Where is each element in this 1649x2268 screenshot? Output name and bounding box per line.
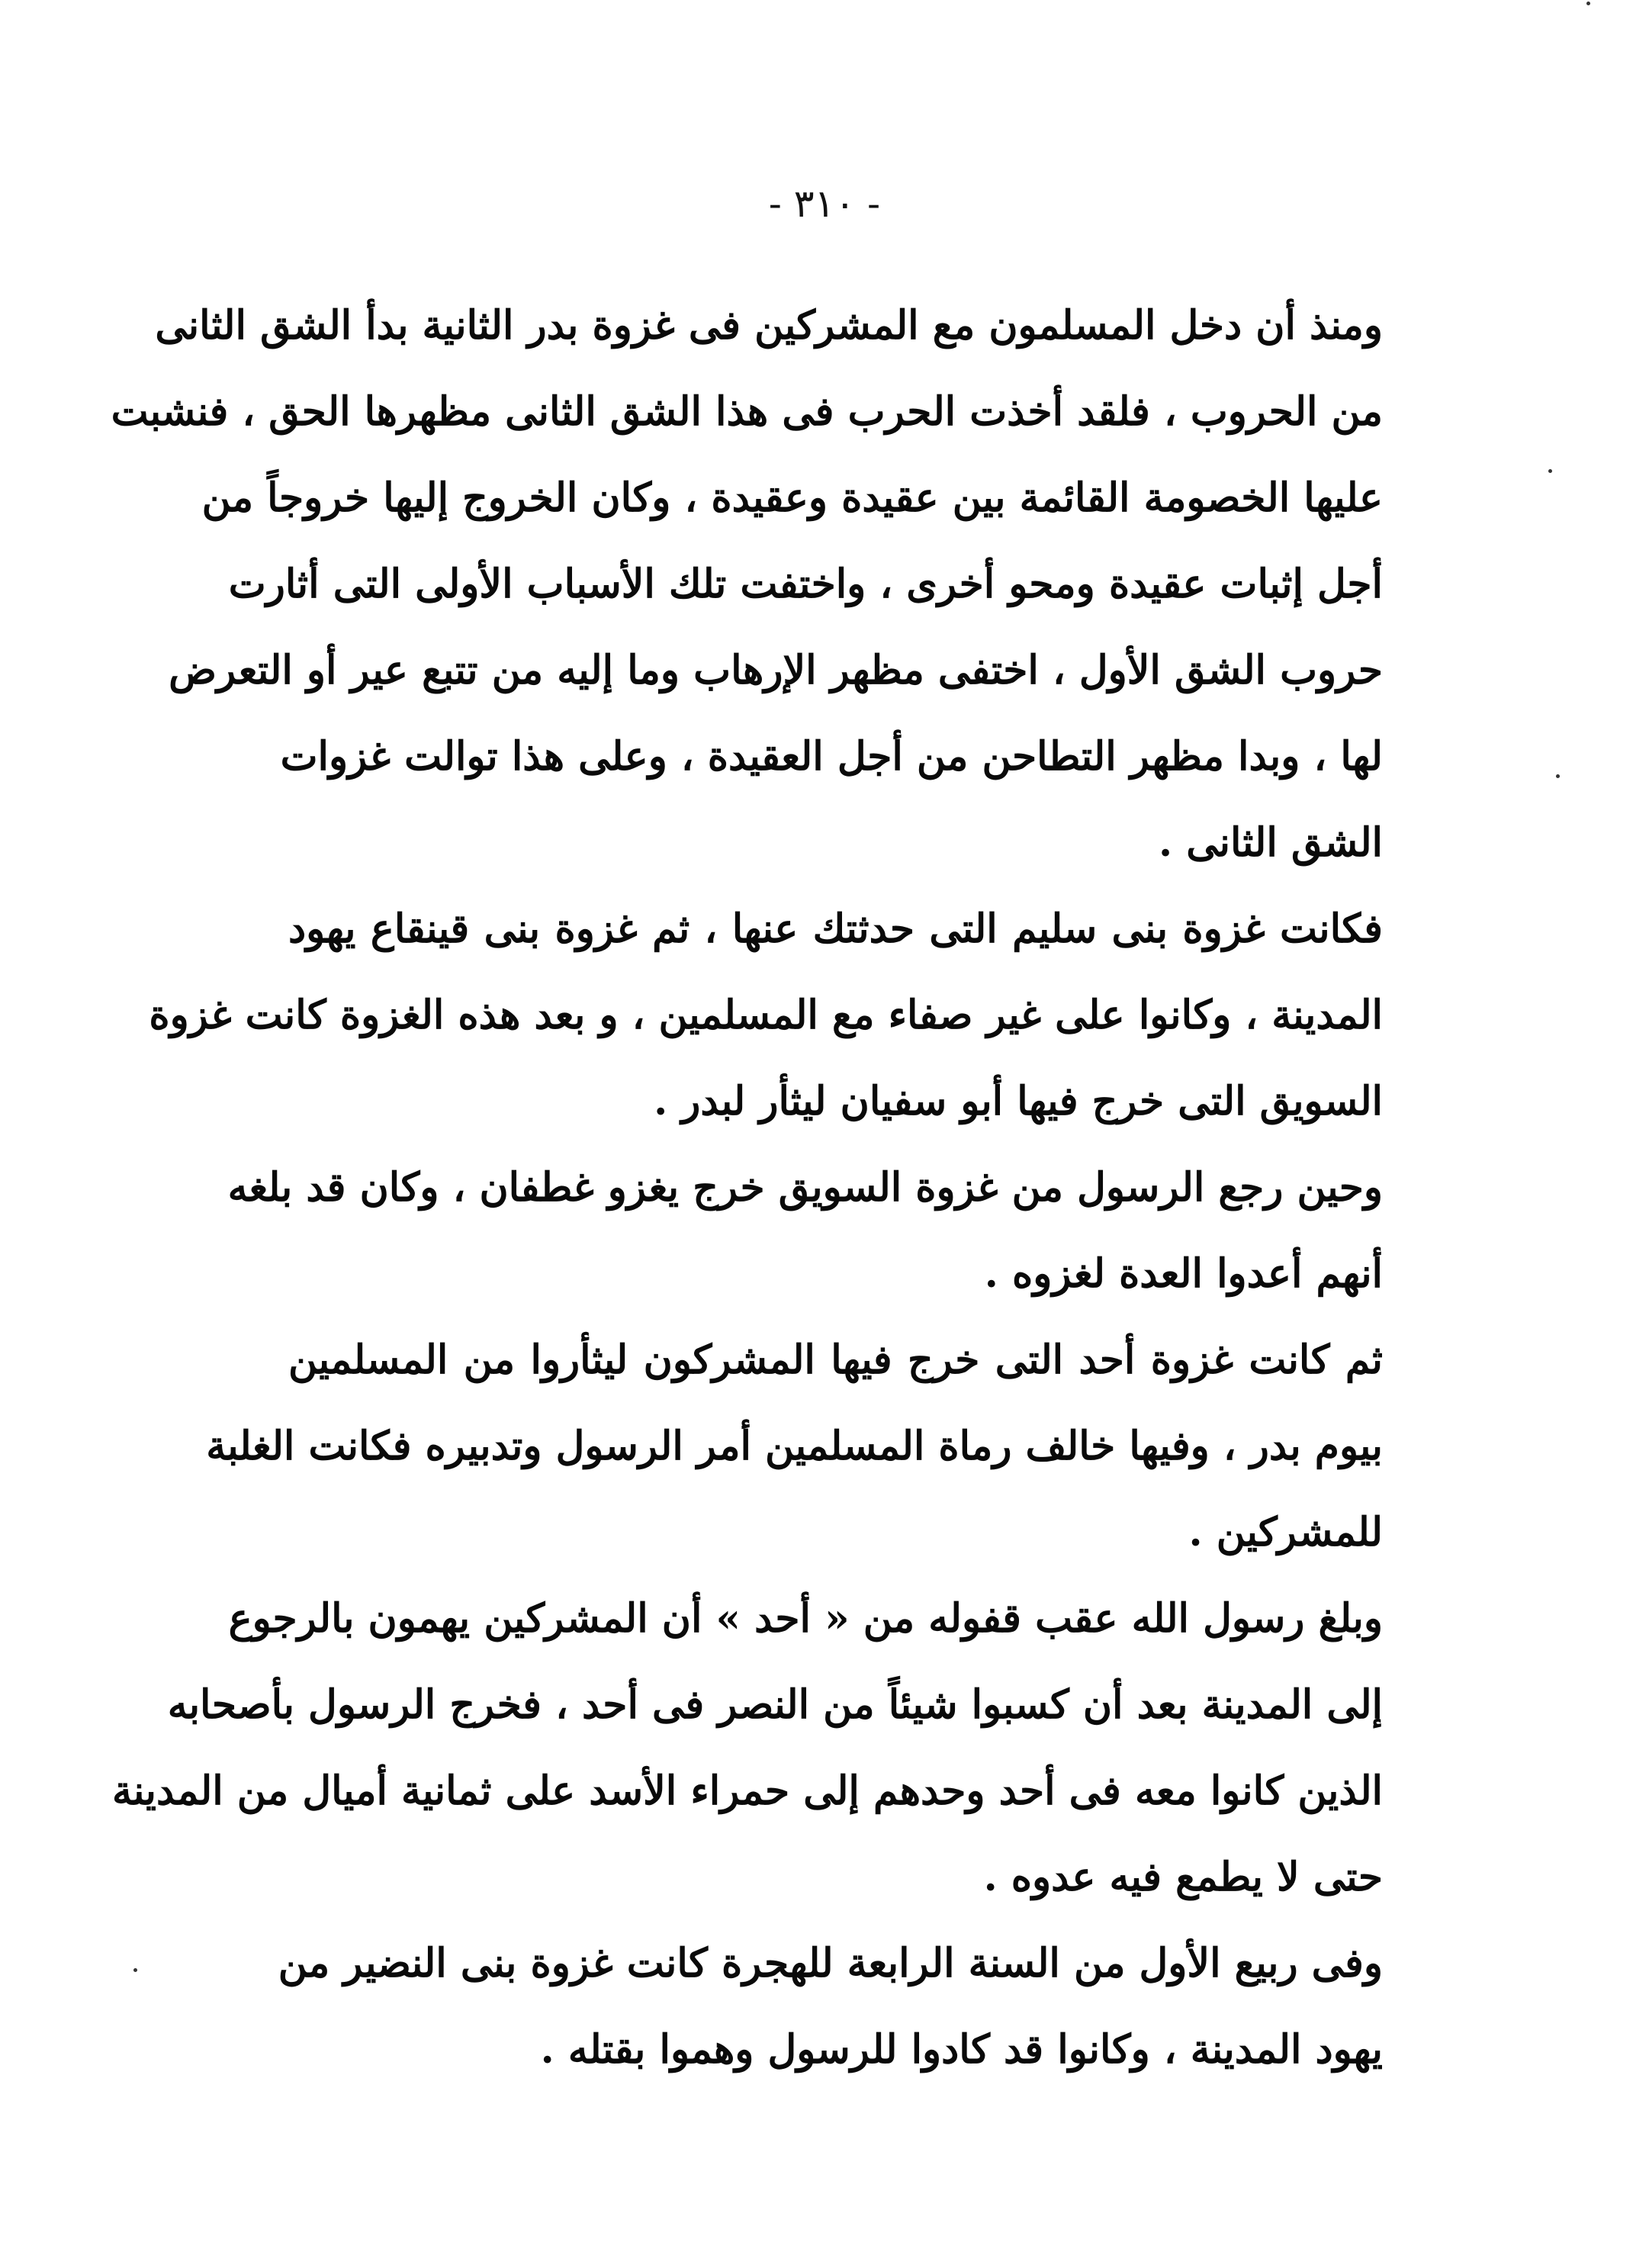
paragraph-5: [111, 1575, 1383, 1920]
text-line: أجل إثبات عقيدة ومحو أخرى ، واختفت تلك الأسباب الأولى التى أثارت: [228, 561, 1383, 607]
text-line: إلى المدينة بعد أن كسبوا شيئاً من النصر فى أحد ، فخرج الرسول بأصحابه: [167, 1681, 1383, 1728]
text-line: المدينة ، وكانوا على غير صفاء مع المسلمين ، و بعد هذه الغزوة كانت غزوة: [149, 992, 1383, 1038]
text-line: السويق التى خرج فيها أبو سفيان ليثأر لبدر .: [654, 1078, 1383, 1124]
body-text: [111, 282, 1383, 2093]
text-line: ثم كانت غزوة أحد التى خرج فيها المشركون ليثأروا من المسلمين: [288, 1337, 1383, 1383]
text-line: من الحروب ، فلقد أخذت الحرب فى هذا الشق الثانى مظهرها الحق ، فنشبت: [111, 388, 1383, 435]
text-line: فكانت غزوة بنى سليم التى حدثتك عنها ، ثم غزوة بنى قينقاع يهود: [288, 906, 1383, 952]
scan-speck: [1586, 2, 1590, 5]
text-line: حتى لا يطمع فيه عدوه .: [983, 1854, 1383, 1900]
page-number: - ٣١٠ -: [768, 182, 881, 226]
text-line: يهود المدينة ، وكانوا قد كادوا للرسول وهموا بقتله .: [540, 2026, 1383, 2073]
text-line: وفى ربيع الأول من السنة الرابعة للهجرة كانت غزوة بنى النضير من: [278, 1940, 1383, 1987]
paragraph-3: [227, 1144, 1383, 1317]
paragraph-6: [278, 1920, 1383, 2093]
text-line: ومنذ أن دخل المسلمون مع المشركين فى غزوة بدر الثانية بدأ الشق الثانى: [155, 302, 1383, 349]
text-line: لها ، وبدا مظهر التطاحن من أجل العقيدة ، وعلى هذا توالت غزوات: [280, 733, 1383, 780]
paragraph-2: [149, 886, 1383, 1144]
text-line: حروب الشق الأول ، اختفى مظهر الإرهاب وما إليه من تتبع عير أو التعرض: [169, 647, 1383, 693]
text-line: الذين كانوا معه فى أحد وحدهم إلى حمراء الأسد على ثمانية أميال من المدينة: [111, 1768, 1383, 1814]
text-line: الشق الثانى .: [1159, 819, 1383, 866]
text-line: بيوم بدر ، وفيها خالف رماة المسلمين أمر الرسول وتدبيره فكانت الغلبة: [206, 1423, 1383, 1469]
paragraph-4: [206, 1317, 1383, 1575]
text-line: وحين رجع الرسول من غزوة السويق خرج يغزو غطفان ، وكان قد بلغه: [227, 1164, 1383, 1211]
scan-speck: [1548, 469, 1552, 473]
text-line: عليها الخصومة القائمة بين عقيدة وعقيدة ، وكان الخروج إليها خروجاً من: [201, 475, 1383, 521]
text-line: وبلغ رسول الله عقب قفوله من « أحد » أن المشركين يهمون بالرجوع: [228, 1595, 1383, 1642]
scan-speck: [1556, 774, 1560, 778]
text-line: للمشركين .: [1188, 1509, 1383, 1555]
paragraph-1: [111, 282, 1383, 886]
text-line: أنهم أعدوا العدة لغزوه .: [984, 1250, 1383, 1297]
scan-speck: [133, 1968, 137, 1972]
